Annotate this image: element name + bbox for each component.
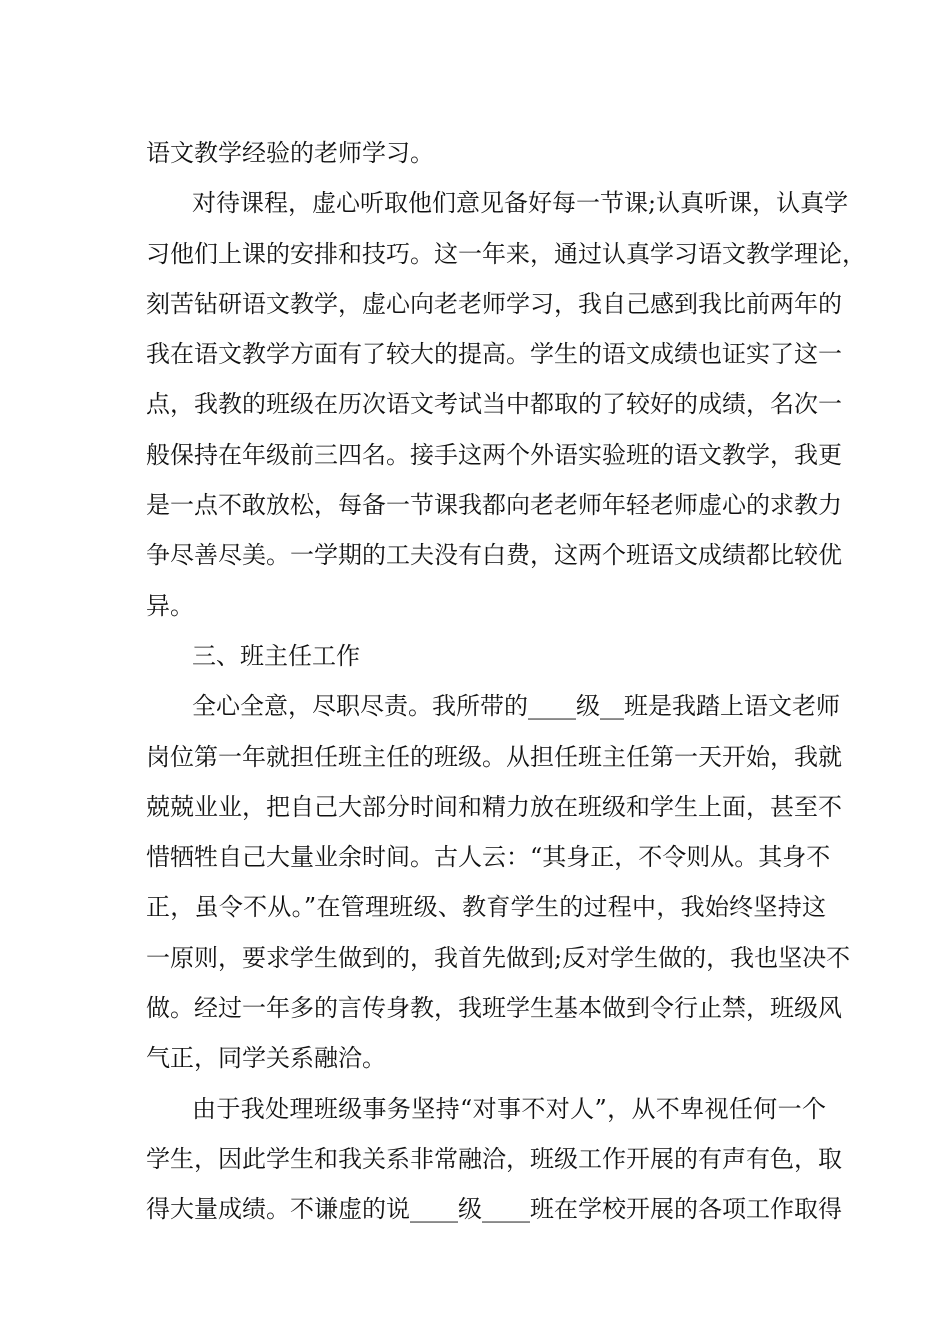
text-line: 惜牺牲自己大量业余时间。古人云：“其身正，不令则从。其身不: [146, 843, 831, 872]
text-line: 岗位第一年就担任班主任的班级。从担任班主任第一天开始，我就: [146, 742, 842, 771]
text-line: 争尽善尽美。一学期的工夫没有白费，这两个班语文成绩都比较优: [146, 541, 842, 570]
text-line: 是一点不敢放松，每备一节课我都向老老师年轻老师虚心的求教力: [146, 491, 842, 520]
paragraph-start-line: 全心全意，尽职尽责。我所带的____级__班是我踏上语文老师: [192, 692, 840, 721]
text-line: 正，虽令不从。”在管理班级、教育学生的过程中，我始终坚持这: [146, 893, 826, 922]
text-line: 异。: [146, 591, 194, 620]
text-line: 我在语文教学方面有了较大的提高。学生的语文成绩也证实了这一: [146, 340, 842, 369]
text-line: 点，我教的班级在历次语文考试当中都取的了较好的成绩，名次一: [146, 390, 842, 419]
text-line: 兢兢业业，把自己大部分时间和精力放在班级和学生上面，甚至不: [146, 792, 842, 821]
text-line: 习他们上课的安排和技巧。这一年来，通过认真学习语文教学理论，: [146, 239, 866, 268]
paragraph-start-line: 由于我处理班级事务坚持“对事不对人”，从不卑视任何一个: [192, 1094, 826, 1123]
text-line: 气正，同学关系融洽。: [146, 1044, 386, 1073]
document-body: [146, 128, 866, 1235]
paragraph-start-line: 对待课程，虚心听取他们意见备好每一节课;认真听课，认真学: [192, 189, 849, 218]
text-line: 学生，因此学生和我关系非常融洽，班级工作开展的有声有色，取: [146, 1144, 842, 1173]
text-line: 得大量成绩。不谦虚的说____级____班在学校开展的各项工作取得: [146, 1195, 842, 1224]
section-heading: 三、班主任工作: [192, 641, 360, 670]
text-line: 语文教学经验的老师学习。: [146, 139, 434, 167]
text-line: 做。经过一年多的言传身教，我班学生基本做到令行止禁，班级风: [146, 994, 842, 1023]
text-line: 般保持在年级前三四名。接手这两个外语实验班的语文教学，我更: [146, 440, 842, 469]
text-line: 刻苦钻研语文教学，虚心向老老师学习，我自己感到我比前两年的: [146, 289, 842, 318]
text-line: 一原则，要求学生做到的，我首先做到;反对学生做的，我也坚决不: [146, 943, 851, 972]
